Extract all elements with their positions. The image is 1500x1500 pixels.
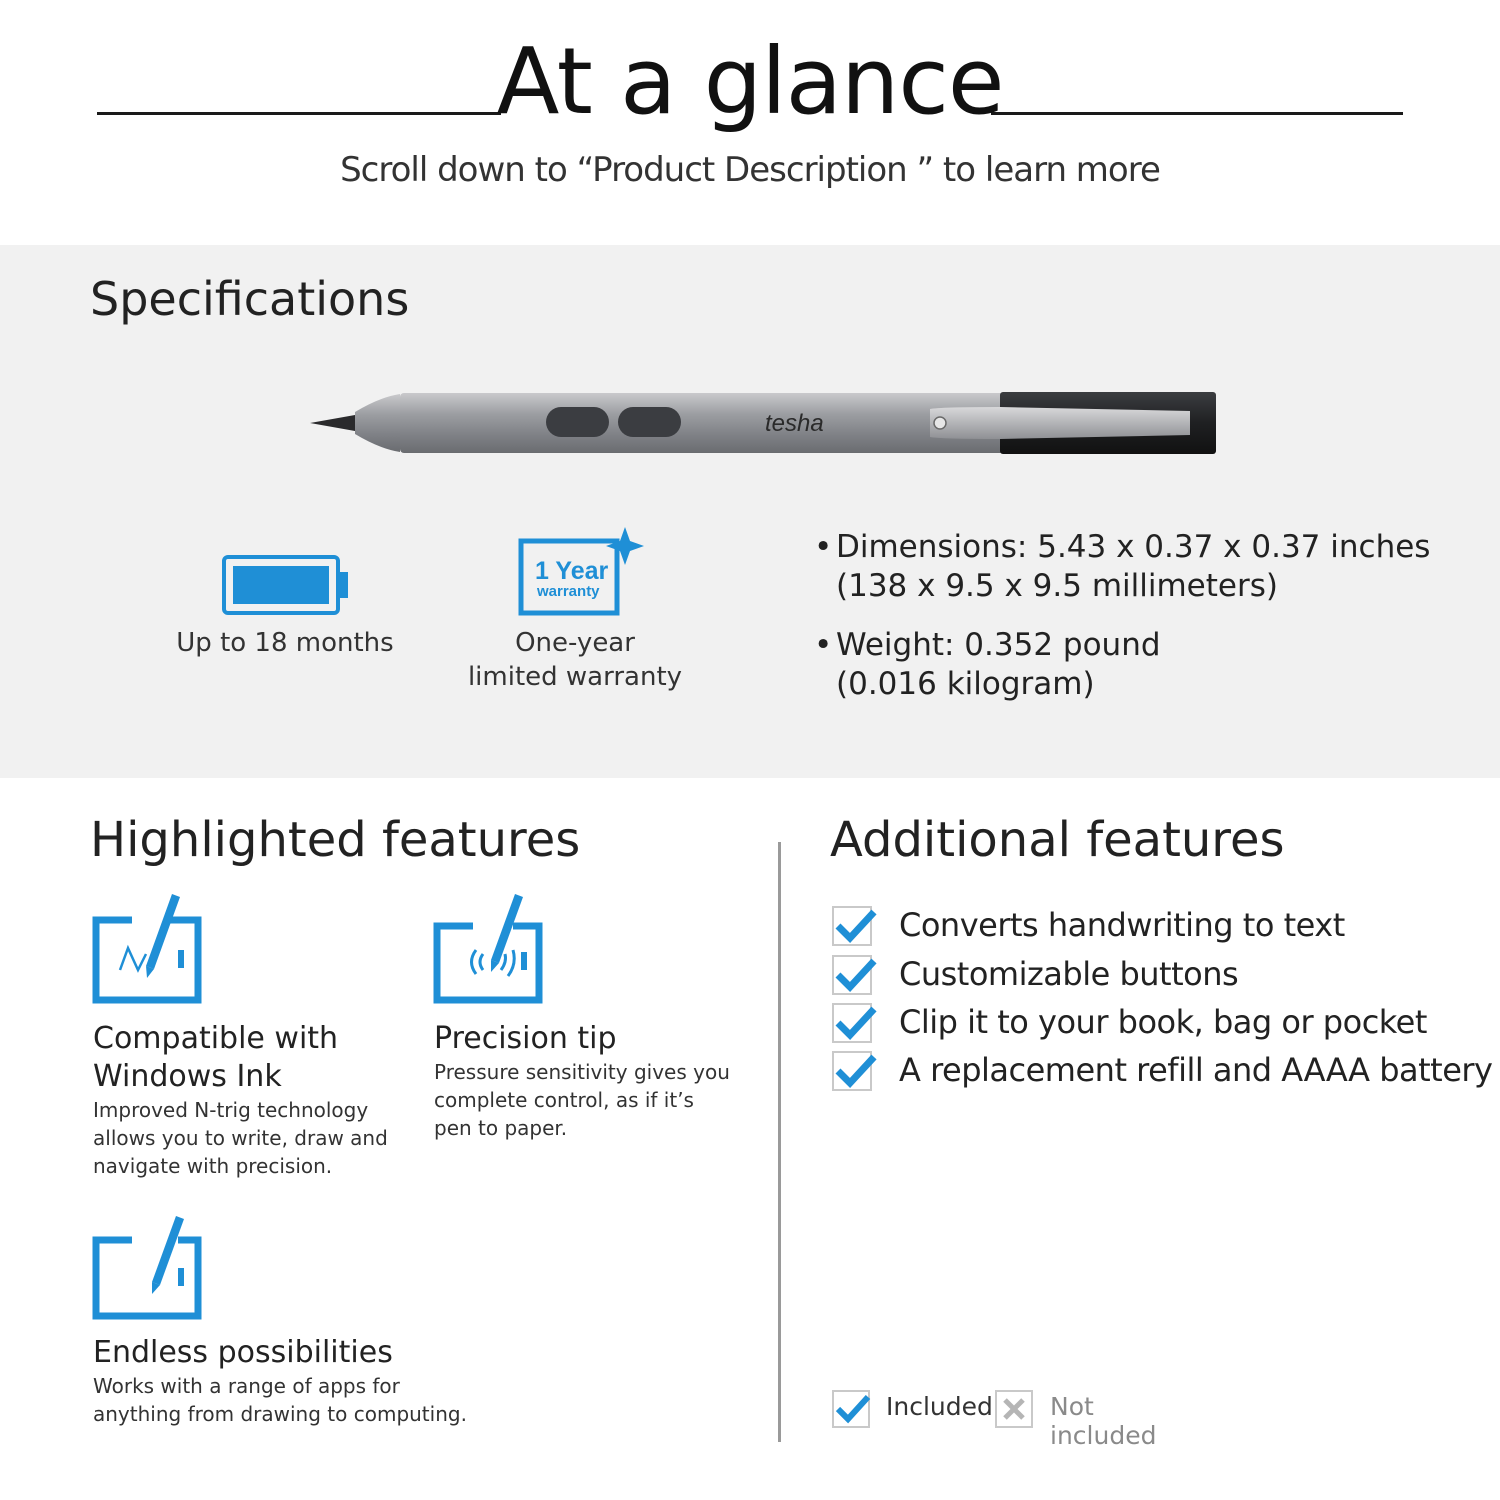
pen-button-upper	[618, 407, 681, 437]
battery-caption: Up to 18 months	[176, 628, 394, 658]
warranty-badge-icon	[517, 525, 645, 620]
additional-feature-label: Customizable buttons	[899, 955, 1239, 993]
warranty-badge-year: 1 Year	[535, 557, 609, 585]
pen-clip-rivet	[934, 417, 946, 429]
windows-ink-icon	[92, 888, 204, 1004]
pen-tip	[310, 415, 355, 431]
pen-clip	[930, 407, 1190, 439]
bullet: •	[814, 529, 833, 565]
feature-endless-possibilities	[93, 1334, 493, 1428]
checkmark-icon	[835, 1393, 871, 1425]
page-subtitle: Scroll down to “Product Description ” to learn more	[340, 150, 1160, 190]
checkmark-icon	[835, 1005, 877, 1041]
feature-description: Improved N-trig technology allows you to write, draw and navigate with precision.	[93, 1098, 388, 1178]
checkmark-icon	[835, 908, 877, 944]
battery-icon	[222, 555, 352, 615]
highlighted-features-title: Highlighted features	[90, 812, 581, 868]
legend-not-included-label: Not included	[1050, 1392, 1157, 1450]
cross-icon	[1002, 1397, 1026, 1421]
dimensions-line2: (138 x 9.5 x 9.5 millimeters)	[836, 568, 1278, 604]
checkmark-icon	[835, 1053, 877, 1089]
dimensions-line1: Dimensions: 5.43 x 0.37 x 0.37 inches	[836, 529, 1431, 565]
dimensions-spec	[814, 528, 1431, 606]
feature-heading: Precision tip	[434, 1021, 617, 1056]
pen-barrel	[400, 393, 1005, 453]
additional-feature-label: A replacement refill and AAAA battery	[899, 1051, 1493, 1089]
weight-spec	[814, 626, 1161, 704]
warranty-caption-line2: limited warranty	[467, 662, 683, 692]
additional-feature-label: Clip it to your book, bag or pocket	[899, 1003, 1427, 1041]
feature-heading: Endless possibilities	[93, 1335, 393, 1370]
column-divider	[778, 842, 781, 1442]
weight-line1: Weight: 0.352 pound	[836, 627, 1161, 663]
page-title: At a glance	[496, 28, 1004, 135]
warranty-caption-line1: One-year	[515, 628, 635, 658]
legend-included	[832, 1390, 992, 1430]
endless-possibilities-icon	[92, 1212, 204, 1322]
additional-feature-label: Converts handwriting to text	[899, 906, 1345, 944]
feature-precision-tip	[434, 1020, 734, 1142]
feature-windows-ink	[93, 1020, 393, 1180]
legend-included-label: Included	[886, 1392, 993, 1421]
feature-description: Pressure sensitivity gives you complete control, as if it’s pen to paper.	[434, 1060, 730, 1140]
precision-tip-icon	[433, 888, 545, 1004]
warranty-caption	[455, 626, 695, 694]
specifications-title: Specifications	[90, 272, 410, 326]
checkmark-icon	[835, 957, 877, 993]
pen-brand: tesha	[765, 410, 824, 437]
pen-button-lower	[546, 407, 609, 437]
feature-description: Works with a range of apps for anything from drawing to computing.	[93, 1374, 467, 1426]
bullet: •	[814, 627, 833, 663]
legend-not-included	[995, 1390, 1195, 1450]
additional-features-title: Additional features	[830, 812, 1285, 868]
pen-cone	[355, 394, 400, 452]
pen-image	[300, 385, 1225, 460]
feature-heading: Compatible with Windows Ink	[93, 1021, 339, 1094]
weight-line2: (0.016 kilogram)	[836, 666, 1095, 702]
warranty-badge-word: warranty	[537, 583, 600, 600]
